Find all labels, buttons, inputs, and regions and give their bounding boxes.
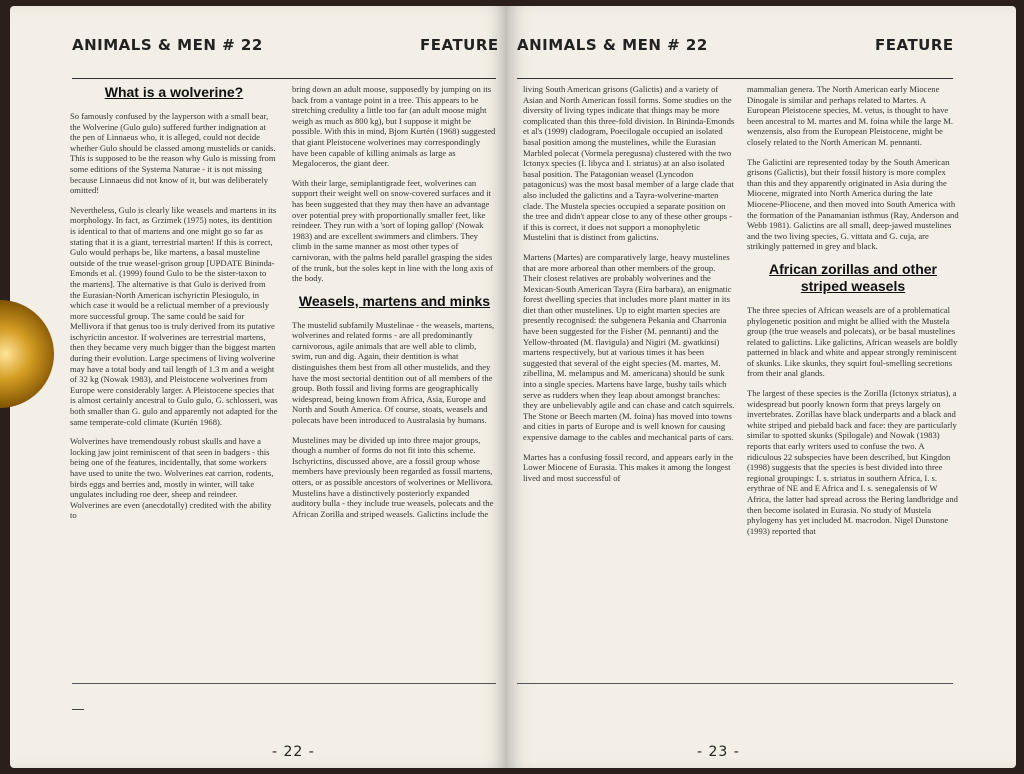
footer-dash [72, 709, 84, 710]
paragraph: The largest of these species is the Zorilla (Ictonyx striatus), a widespread but poorly known form that preys largely on invertebrates. Zorillas have black underparts and a black and white striped and piebald back and face: they are particularly similar to spotted skunks (Spilogale) and Nowak (1983) reports that early writers used to confuse the two. A ridiculous 22 subspecies have been described, but Kingdon (1998) suggests that the species is best divided into three regional groupings: I. s. striatus in southern Africa, I. s. erythrae of NE and E Africa and I. s. senegalensis of W Africa, the latter had spread across the Bering landbridge and then become isolated in Eurasia. No study of Mustela phylogeny has yet included M. macrodon. Nigel Dunstone (1993) reported that [747, 388, 958, 536]
paragraph: mammalian genera. The North American early Miocene Dinogale is similar and perhaps related to Martes. A European Pleistocene species, M. vetus, is thought to have been ancestral to M. martes and M. foina while the large M. wenzensis, also from the European Pleistocene, might be closely related to the North American M. pennanti. [747, 84, 954, 147]
heading-african-zorillas: African zorillas and other striped weasels [768, 260, 938, 294]
paragraph: Wolverines have tremendously robust skulls and have a locking jaw joint reminiscent of that seen in badgers - this being one of the features, incidentally, that some workers have used to unite the two. Wolverines eat carrion, rodents, birds eggs and berries and, mostly in winter, will take ungulates including roe deer, sheep and reindeer. Wolverines are even (anecdotally) credited with the ability to [70, 436, 274, 521]
heading-weasels-martens-minks: Weasels, martens and minks [298, 292, 491, 309]
left-column-1 [70, 84, 278, 530]
section-label-right: FEATURE [875, 36, 954, 54]
footer-rule-right [517, 683, 953, 684]
right-page [507, 6, 1016, 768]
paragraph: The Galictini are represented today by the South American grisons (Galictis), but their fossil history is more complex than this and they apparently originated in Asia during the Miocene, migrated into North America during the late Miocene-Pliocene, and then moved into South America with the formation of the Panamanian isthmus (Ray, Anderson and Webb 1981). Galictins are all small, deep-jawed mustelines and the two living species, G. vittata and G. cuja, are strikingly patterned in grey and black. [747, 156, 959, 252]
section-label-left: FEATURE [420, 36, 499, 54]
paragraph: With their large, semiplantigrade feet, wolverines can support their weight well on snow-covered surfaces and it has been suggested that they may then have an advantage over potential prey with proportionally smaller feet, like reindeer. They run with a 'sort of loping gallop' (Nowak 1983) and are excellent swimmers and climbers. They climb in the same manner as most other types of carnivoran, with the palms held parallel grasping the sides of the trunk, but the soles kept in line with the long axis of the body. [292, 177, 493, 284]
page-number-right: - 23 - [697, 744, 740, 760]
magazine-title-right: ANIMALS & MEN # 22 [517, 36, 708, 54]
paragraph: Martens (Martes) are comparatively large, heavy mustelines that are more arboreal than other members of the group. Their closest relatives are probably wolverines and the Mexican-South American Tayra (Eira barbara), an enigmatic forest dwelling species that includes more plant matter in its diet than other mustelines. Up to eight marten species are presently recognised: the subgenera Pekania and Charronia have been suggested for the Fisher (M. pennanti) and the Yellow-throated (M. flavigula) and Nigiri (M. gwatkinsi) martens respectively, but at various times it has been suggested that several of the eight species (M. martes, M. zibellina, M. melampus and M. americana) should be sunk into a single species. Martens have large, bushy tails which serve as rudders when they leap about amongst branches: they are unbelievably agile and can chase and catch squirrels. The Stone or Beech marten (M. foina) has moved into towns and cities in parts of Europe and is well known for causing expensive damage to the cables and mechanical parts of cars. [523, 251, 735, 442]
paragraph: The three species of African weasels are of a problematical phylogenetic position and might be allied with the Mustela group (the true weasels and polecats), or be basal mustelines related to galictins. Like galictins, African weasels are boldly patterned in black and white and appear strongly reminiscent of skunks. Like skunks, they squirt foul-smelling secretions from their anal glands. [747, 304, 958, 379]
paragraph: The mustelid subfamily Mustelinae - the weasels, martens, wolverines and related forms - are all predominantly carnivorous, agile animals that are well able to climb, swim, run and dig. Again, their dentition is what distinguishes them best from all other mustelids, and they have the most sectorial dentition out of all members of the group. Both fossil and living forms are geographically widespread, being known from Africa, Asia, Europe and North and South America. Of course, stoats, weasels and polecats have been introduced to Australasia by humans. [292, 319, 495, 426]
header-rule-left [72, 78, 496, 79]
paragraph: Mustelines may be divided up into three major groups, though a number of forms do not fit into this scheme. Ischyrictins, discussed above, are a fossil group whose members have previously been regarded as fossil martens, otters, or as possible ancestors of wolverines or Mellivora. Mustelins have a distinctively posteriorly expanded auditory bulla - they include true weasels, polecats and the African Zorilla and striped weasels. Galictins include the [292, 434, 494, 519]
header-rule-right [517, 78, 953, 79]
right-column-1 [523, 84, 735, 492]
left-page [10, 6, 507, 768]
paragraph: living South American grisons (Galictis) and a variety of Asian and North American fossil forms. Some studies on the diversity of living types indicate that things may be more complicated than this three-fold division. In Bininda-Emonds et al's (1999) cladogram, Poecilogale occupied an isolated basal position among the mustelines, while the Eurasian Marbled polecat (Vormela peregusna) clustered with the two Ictonyx species (I. libyca and I. striatus) at an also isolated basal position. The Patagonian weasel (Lyncodon patagonicus) was the most basal member of a large clade that also included the galictins and a Tayra-wolverine-marten clade. The Mustela species occupied a separate position on the tree and didn't appear close to any of these other groups - if this is correct, it does not support a monophyletic Mustelini that is distinct from galictins. [523, 84, 735, 243]
paragraph: So famously confused by the layperson with a small bear, the Wolverine (Gulo gulo) suffered further indignation at the pen of Linnaeus who, it is alleged, could not decide whether Gulo should be classed among mustelids or canids. This is supposed to be the reason why Gulo is missing from some editions of the Systema Naturae - it is not missing because Linnaeus did not know of it, but was deliberately omitted! [70, 111, 276, 196]
paragraph: bring down an adult moose, supposedly by jumping on its back from a vantage point in a tree. This appears to be stretching credulity a little too far (an adult moose might weigh as much as 800 kg), but I suppose it might be possible. With this in mind, Bjorn Kurtén (1968) suggested that giant Pleistocene wolverines may correspondingly have been capable of killing animals as large as Megaloceros, the giant deer. [292, 84, 496, 169]
right-column-2 [747, 84, 959, 545]
paragraph: Nevertheless, Gulo is clearly like weasels and martens in its morphology. In fact, as Grzimek (1975) notes, its dentition is identical to that of martens and one might go so far as stating that it is a giant, terrestrial marten! If this is correct, Gulo would perhaps be, like martens, a basal musteline outside of the true weasel-grison group [UPDATE Bininda-Emonds et al. (1999) found Gulo to be the sister-taxon to the martens]. The alternative is that Gulo is derived from the Eurasian-North American ischyrictin Plesiogulo, in which case it would be a relictual member of a previously more successful group. The same could be said for Mellivora if that genus too is truly derived from its putative ischyrictin ancestor. If wolverines are terrestrial martens, then they became very much bigger than the biggest marten during their evolution. Large specimens of living wolverine may have a total body and tail length of 1.3 m and a weight of 32 kg (Nowak 1983), and Pleistocene wolverines from Europe were considerably larger. A Pleistocene species that is almost certainly ancestral to Gulo gulo, G. schlosseri, was both smaller than G. gulo and apparently not adapted for the same temperate-cold climate (Kurtén 1968). [70, 204, 278, 427]
page-number-left: - 22 - [272, 744, 315, 760]
magazine-title-left: ANIMALS & MEN # 22 [72, 36, 263, 54]
heading-what-is-a-wolverine: What is a wolverine? [104, 84, 244, 100]
footer-rule-left [72, 683, 496, 684]
left-column-2 [292, 84, 497, 528]
paragraph: Martes has a confusing fossil record, and appears early in the Lower Miocene of Eurasia. This makes it among the longest lived and most successful of [523, 451, 734, 483]
